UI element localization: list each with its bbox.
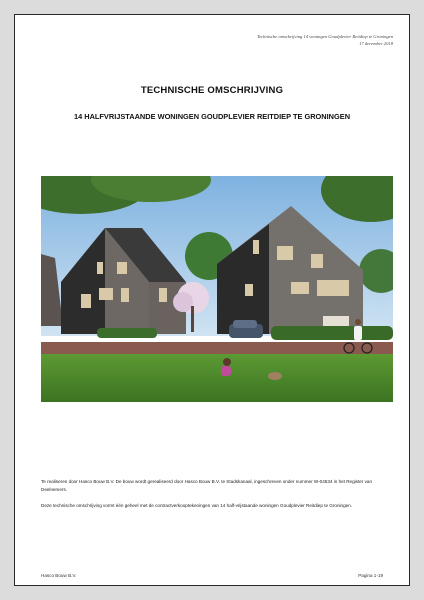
lawn bbox=[41, 354, 393, 402]
scope-paragraph: Deze technische omschrijving vormt één geheel met de contractverkooptekeningen van 14 half-vrijstaande woningen Goudplevier Reitdiep te Groningen. bbox=[41, 503, 353, 509]
body-text bbox=[41, 478, 393, 519]
page-header bbox=[257, 33, 393, 47]
document-page bbox=[14, 14, 410, 586]
document-subtitle: 14 HALFVRIJSTAANDE WONINGEN GOUDPLEVIER REITDIEP TE GRONINGEN bbox=[73, 112, 351, 121]
child bbox=[223, 358, 231, 366]
document-title: TECHNISCHE OMSCHRIJVING bbox=[140, 85, 284, 96]
footer-page-number: Pagina 1-19 bbox=[358, 573, 383, 578]
footer-company: Hasco Bouw B.V. bbox=[41, 573, 77, 578]
road bbox=[41, 342, 393, 356]
dog bbox=[268, 372, 282, 380]
header-title: Technische omschrijving 14 woningen Goudplevier Reitdiep te Groningen bbox=[256, 34, 393, 39]
intro-paragraph: Te realiseren door Hasco Bouw B.V. De bouw wordt gerealiseerd door Hasco Bouw B.V. te Stadskanaal, ingeschreven onder nummer W-04534 in het Register van Deelnemers. bbox=[41, 479, 373, 492]
cover-illustration bbox=[41, 176, 393, 402]
header-date: 17 december 2018 bbox=[359, 41, 393, 46]
